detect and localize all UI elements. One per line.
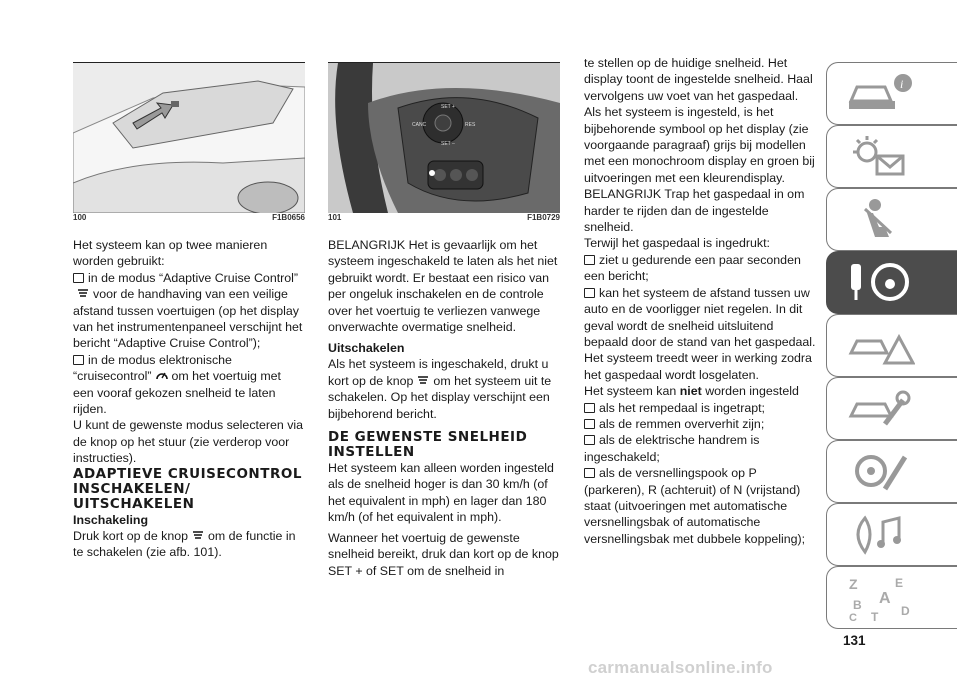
- bullet-icon: [584, 403, 595, 413]
- bullet-icon: [584, 288, 595, 298]
- bullet-item: als de elektrische handrem is ingeschakeld;: [584, 433, 760, 464]
- acc-distance-icon: [191, 530, 205, 541]
- paragraph: U kunt de gewenste modus selecteren via de knop op het stuur (zie verderop voor instructies).: [73, 418, 304, 466]
- svg-text:B: B: [853, 598, 862, 612]
- figure-windshield-camera: [73, 62, 305, 213]
- tab-car-info[interactable]: [826, 62, 957, 125]
- tab-maintenance[interactable]: [826, 377, 957, 440]
- wheel-label-canc: CANC: [412, 122, 427, 128]
- bullet-item: kan het systeem de afstand tussen uw auto en de voorligger niet regelen. In dit geval wordt de snelheid uitsluitend bepaald door de stand van het gaspedaal.: [584, 285, 816, 349]
- wheel-label-res: RES: [465, 122, 476, 128]
- tab-breakdown[interactable]: [826, 314, 957, 377]
- tab-warning-lights[interactable]: [826, 125, 957, 188]
- page-number: 131: [843, 633, 866, 648]
- column-1: [73, 237, 305, 561]
- subheading: Inschakeling: [73, 512, 149, 527]
- paragraph: Het systeem kan op twee manieren worden gebruikt:: [73, 238, 268, 269]
- multimedia-icon: [845, 512, 915, 557]
- maintenance-wrench-icon: [845, 386, 915, 431]
- warning-lights-icon: [845, 134, 915, 179]
- svg-text:D: D: [901, 604, 910, 618]
- paragraph: Druk kort op de knop om de functie in te schakelen (zie afb. 101).: [73, 528, 296, 560]
- svg-text:T: T: [871, 610, 879, 623]
- breakdown-triangle-icon: [845, 323, 915, 368]
- car-info-icon: [845, 71, 915, 116]
- bullet-item: in de modus “Adaptive Cruise Control”voor de handhaving van een veilige afstand tussen voertuigen (op het display van het instrumentenpaneel verschijnt het bericht “Adaptive Cruise Control”);: [73, 270, 303, 351]
- bullet-icon: [73, 273, 84, 283]
- index-letters-icon: [845, 575, 925, 623]
- tab-index[interactable]: [826, 566, 957, 629]
- bullet-icon: [584, 255, 595, 265]
- watermark: carmanualsonline.info: [588, 658, 773, 677]
- svg-text:Z: Z: [849, 576, 858, 592]
- svg-text:A: A: [879, 590, 891, 607]
- tab-key-steering-wheel[interactable]: [826, 251, 957, 314]
- bullet-icon: [73, 355, 84, 365]
- bullet-icon: [584, 419, 595, 429]
- figure-number: 101: [328, 213, 342, 222]
- svg-text:E: E: [895, 576, 904, 590]
- svg-text:i: i: [900, 77, 904, 91]
- wheel-label-set-minus: SET –: [441, 141, 455, 147]
- cruise-control-icon: [155, 370, 169, 381]
- section-heading: ADAPTIEVE CRUISECONTROL INSCHAKELEN/ UITSCHAKELEN: [73, 465, 302, 512]
- subheading: Uitschakelen: [328, 341, 405, 356]
- paragraph: Als het systeem is ingesteld, is het bijbehorende symbool op het display (zie voorgaande paragraaf) grijs bij modellen met een monochroom display en groen bij uitvoeringen met een kleurendisplay.: [584, 105, 815, 185]
- paragraph: Het systeem kan alleen worden ingesteld als de snelheid hoger is dan 30 km/h (of het equivalent in mph) en lager dan 180 km/h (of het equivalent in mph).: [328, 461, 554, 525]
- figure-code: F1B0729: [527, 213, 560, 222]
- bullet-item: als het rempedaal is ingetrapt;: [584, 400, 820, 416]
- paragraph: Wanneer het voertuig de gewenste snelheid bereikt, druk dan kort op de knop SET + of SET om de snelheid in: [328, 530, 559, 578]
- technical-data-icon: [845, 449, 915, 494]
- seat-safety-icon: [845, 197, 915, 242]
- wheel-label-set-plus: SET +: [441, 104, 455, 110]
- bullet-item: als de remmen oververhit zijn;: [584, 416, 820, 432]
- column-3: [584, 55, 820, 547]
- bullet-icon: [584, 435, 595, 445]
- bullet-item: ziet u gedurende een paar seconden een bericht;: [584, 252, 801, 284]
- tab-technical-data[interactable]: [826, 440, 957, 503]
- bullet-item: in de modus elektronische “cruisecontrol” om het voertuig met een vooraf gekozen snelheid te laten rijden.: [73, 352, 282, 417]
- bullet-icon: [584, 468, 595, 478]
- paragraph: Het systeem treedt weer in werking zodra het gaspedaal wordt losgelaten.: [584, 351, 812, 382]
- bullet-item: als de versnellingspook op P (parkeren), R (achteruit) of N (vrijstand) staat (uitvoeringen met automatische versnellingsbak of automatische versnellingsbak met dubbele koppeling);: [584, 466, 806, 546]
- acc-distance-icon: [416, 375, 430, 386]
- svg-text:C: C: [849, 612, 857, 623]
- figure-number: 100: [73, 213, 87, 222]
- paragraph: BELANGRIJK Trap het gaspedaal in om harder te rijden dan de ingestelde snelheid.: [584, 187, 805, 235]
- acc-distance-icon: [76, 288, 90, 299]
- section-heading: DE GEWENSTE SNELHEID INSTELLEN: [328, 429, 528, 461]
- paragraph: te stellen op de huidige snelheid. Het display toont de ingestelde snelheid. Haal vervolgens uw voet van het gaspedaal.: [584, 56, 813, 103]
- paragraph: Als het systeem is ingeschakeld, drukt u kort op de knop om het systeem uit te schakelen. Op het display verschijnt een bijbehorend bericht.: [328, 357, 552, 421]
- figure-steering-wheel: [328, 62, 560, 213]
- paragraph: Het systeem kan niet worden ingesteld: [584, 384, 799, 399]
- tab-seat-safety[interactable]: [826, 188, 957, 251]
- key-steering-wheel-icon: [845, 260, 915, 305]
- paragraph: BELANGRIJK Het is gevaarlijk om het systeem ingeschakeld te laten als het niet gebruikt wordt. Er bestaat een risico van per ongeluk inschakelen en de controle over het voertuig te verliezen vanwege onverwachte overmatige snelheid.: [328, 238, 558, 335]
- paragraph: Terwijl het gaspedaal is ingedrukt:: [584, 236, 770, 251]
- tab-multimedia[interactable]: [826, 503, 957, 566]
- column-2: [328, 237, 560, 579]
- figure-code: F1B0656: [272, 213, 305, 222]
